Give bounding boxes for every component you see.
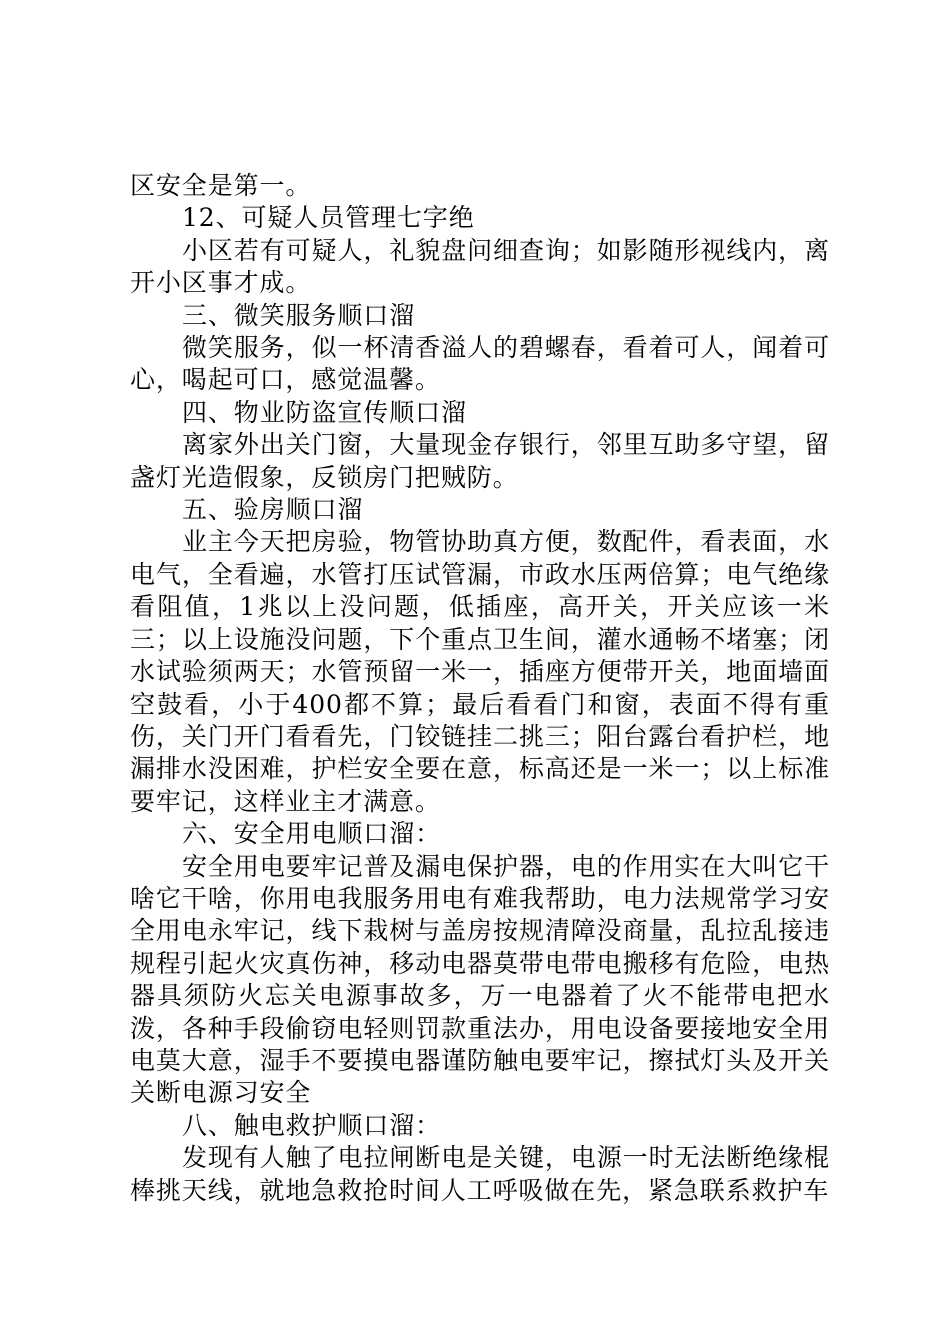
document-page bbox=[130, 170, 830, 1207]
section-heading-6: 六、安全用电顺口溜： bbox=[182, 819, 442, 849]
paragraph-house-inspection: 业主今天把房验，物管协助真方便，数配件，看表面，水电气，全看遍，水管打压试管漏，市政水压两倍算；电气绝缘看阻值，1兆以上没问题，低插座，高开关，开关应该一米三；以上设施没问题，下个重点卫生间，灌水通畅不堵塞；闭水试验须两天；水管预留一米一，插座方便带开关，地面墙面空鼓看，小于400都不算；最后看看门和窗，表面不得有重伤，关门开门看看先，门铰链挂二挑三；阳台露台看护栏，地漏排水没困难，护栏安全要在意，标高还是一米一；以上标准要牢记，这样业主才满意。 bbox=[130, 527, 830, 816]
section-heading-3: 三、微笑服务顺口溜 bbox=[182, 300, 416, 330]
paragraph-anti-theft: 离家外出关门窗，大量现金存银行，邻里互助多守望，留盏灯光造假象，反锁房门把贼防。 bbox=[130, 430, 830, 492]
section-heading-12: 12、可疑人员管理七字绝 bbox=[182, 203, 475, 233]
paragraph-electrical-safety: 安全用电要牢记普及漏电保护器，电的作用实在大叫它干啥它干啥，你用电我服务用电有难我帮助，电力法规常学习安全用电永牢记，线下栽树与盖房按规清障没商量，乱拉乱接违规程引起火灾真伤神，移动电器莫带电带电搬移有危险，电热器具须防火忘关电源事故多，万一电器着了火不能带电把水泼，各种手段偷窃电轻则罚款重法办，用电设备要接地安全用电莫大意，湿手不要摸电器谨防触电要牢记，擦拭灯头及开关关断电源习安全 bbox=[130, 851, 830, 1108]
paragraph-continuation: 区安全是第一。 bbox=[130, 171, 312, 200]
paragraph-suspicious-persons: 小区若有可疑人，礼貌盘问细查询；如影随形视线内，离开小区事才成。 bbox=[130, 235, 830, 298]
section-heading-8: 八、触电救护顺口溜： bbox=[182, 1110, 442, 1140]
section-heading-4: 四、物业防盗宣传顺口溜 bbox=[182, 397, 467, 427]
section-heading-5: 五、验房顺口溜 bbox=[182, 495, 364, 525]
paragraph-smile-service: 微笑服务，似一杯清香溢人的碧螺春，看着可人，闻着可心，喝起可口，感觉温馨。 bbox=[130, 333, 830, 395]
paragraph-shock-rescue: 发现有人触了电拉闸断电是关键，电源一时无法断绝缘棍棒挑天线，就地急救抢时间人工呼吸做在先，紧急联系救护车 bbox=[130, 1143, 830, 1205]
